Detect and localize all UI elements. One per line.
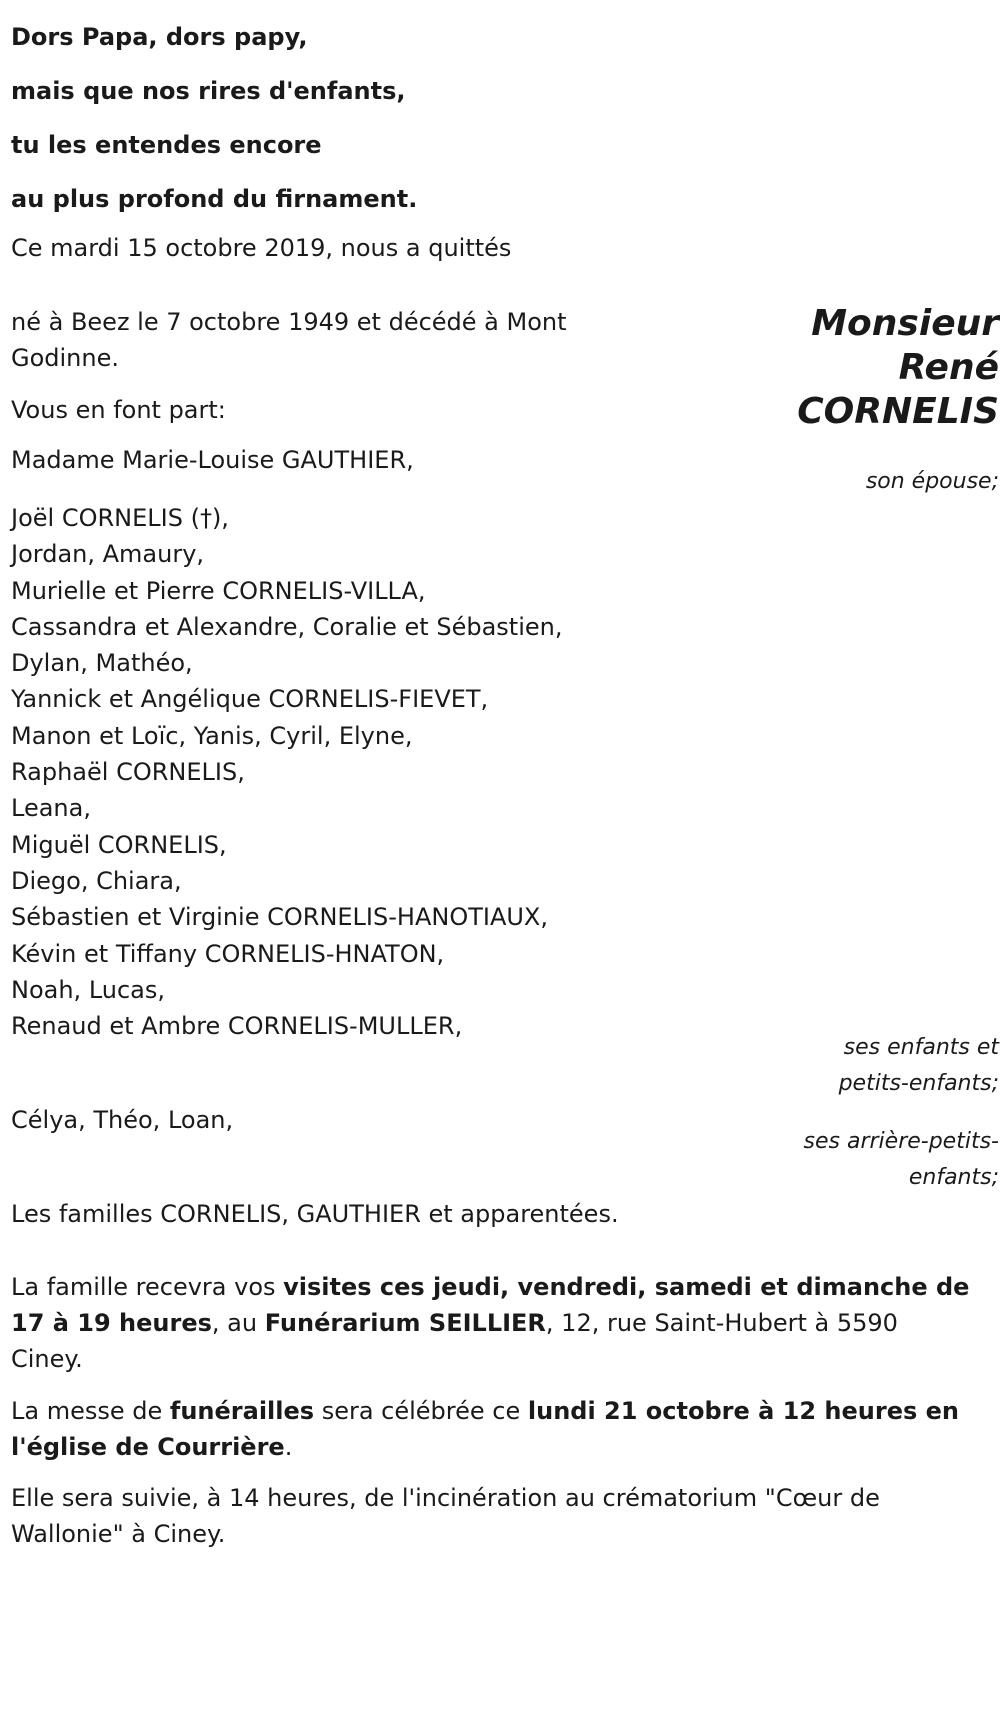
cremation-paragraph: Elle sera suivie, à 14 heures, de l'incinération au crématorium "Cœur de Wallonie" à Ciney. xyxy=(11,1484,880,1548)
poem-line: Dors Papa, dors papy, xyxy=(11,23,308,51)
list-item: Sébastien et Virginie CORNELIS-HANOTIAUX, xyxy=(11,903,548,932)
great-grandchildren-role-line: enfants; xyxy=(908,1165,999,1190)
spouse-role: son épouse; xyxy=(865,469,999,494)
list-item: Manon et Loïc, Yanis, Cyril, Elyne, xyxy=(11,721,413,750)
list-item: Murielle et Pierre CORNELIS-VILLA, xyxy=(11,576,426,605)
list-item: Dylan, Mathéo, xyxy=(11,649,193,678)
children-role-line: petits-enfants; xyxy=(838,1071,999,1096)
funeral-word: funérailles xyxy=(169,1397,315,1425)
great-grandchildren-role-line: ses arrière-petits- xyxy=(803,1129,999,1154)
funeral-text: La messe de xyxy=(11,1397,170,1425)
funeral-paragraph xyxy=(11,1393,971,1465)
funerarium-name: Funérarium SEILLIER xyxy=(264,1309,546,1337)
visits-text: , au xyxy=(211,1309,265,1337)
poem xyxy=(11,10,417,226)
deceased-name xyxy=(797,302,999,434)
funeral-text: . xyxy=(284,1433,293,1461)
list-item: Leana, xyxy=(11,794,91,823)
children-list xyxy=(11,500,562,1044)
great-grandchildren-names: Célya, Théo, Loan, xyxy=(11,1106,234,1134)
visits-paragraph xyxy=(11,1269,971,1377)
visits-address: , 12, rue Saint-Hubert à 5590 Ciney. xyxy=(11,1309,898,1373)
children-role xyxy=(839,1030,999,1102)
list-item: Kévin et Tiffany CORNELIS-HNATON, xyxy=(11,939,445,968)
list-item: Cassandra et Alexandre, Coralie et Sébastien, xyxy=(11,612,563,641)
spouse-name: Madame Marie-Louise GAUTHIER, xyxy=(11,446,414,474)
children-role-line: ses enfants et xyxy=(843,1035,999,1060)
visits-hours: visites ces jeudi, vendredi, samedi et dimanche de 17 à 19 heures xyxy=(11,1273,970,1337)
list-item: Miguël CORNELIS, xyxy=(11,830,227,859)
deceased-last-name: CORNELIS xyxy=(797,391,999,432)
list-item: Raphaël CORNELIS, xyxy=(11,758,245,787)
deceased-first-name: René xyxy=(898,347,999,388)
visits-text: La famille recevra vos xyxy=(11,1273,284,1301)
birth-death-text: né à Beez le 7 octobre 1949 et décédé à Mont Godinne. xyxy=(11,308,567,372)
list-item: Yannick et Angélique CORNELIS-FIEVET, xyxy=(11,685,489,714)
families-text: Les familles CORNELIS, GAUTHIER et apparentées. xyxy=(11,1200,619,1228)
list-item: Joël CORNELIS (†), xyxy=(11,504,229,532)
deceased-title: Monsieur xyxy=(811,303,999,344)
intro-text: Ce mardi 15 octobre 2019, nous a quittés xyxy=(11,234,512,262)
list-item: Diego, Chiara, xyxy=(11,866,182,895)
poem-line: mais que nos rires d'enfants, xyxy=(11,77,406,105)
list-item: Renaud et Ambre CORNELIS-MULLER, xyxy=(11,1012,463,1041)
funeral-text: sera célébrée ce xyxy=(314,1397,528,1425)
funeral-date-place: lundi 21 octobre à 12 heures en l'église de Courrière xyxy=(11,1397,959,1461)
great-grandchildren-role xyxy=(804,1124,999,1196)
list-item: Jordan, Amaury, xyxy=(11,540,205,569)
announce-text: Vous en font part: xyxy=(11,396,226,424)
list-item: Noah, Lucas, xyxy=(11,975,166,1004)
poem-line: tu les entendes encore xyxy=(11,131,322,159)
poem-line: au plus profond du firnament. xyxy=(11,185,418,213)
